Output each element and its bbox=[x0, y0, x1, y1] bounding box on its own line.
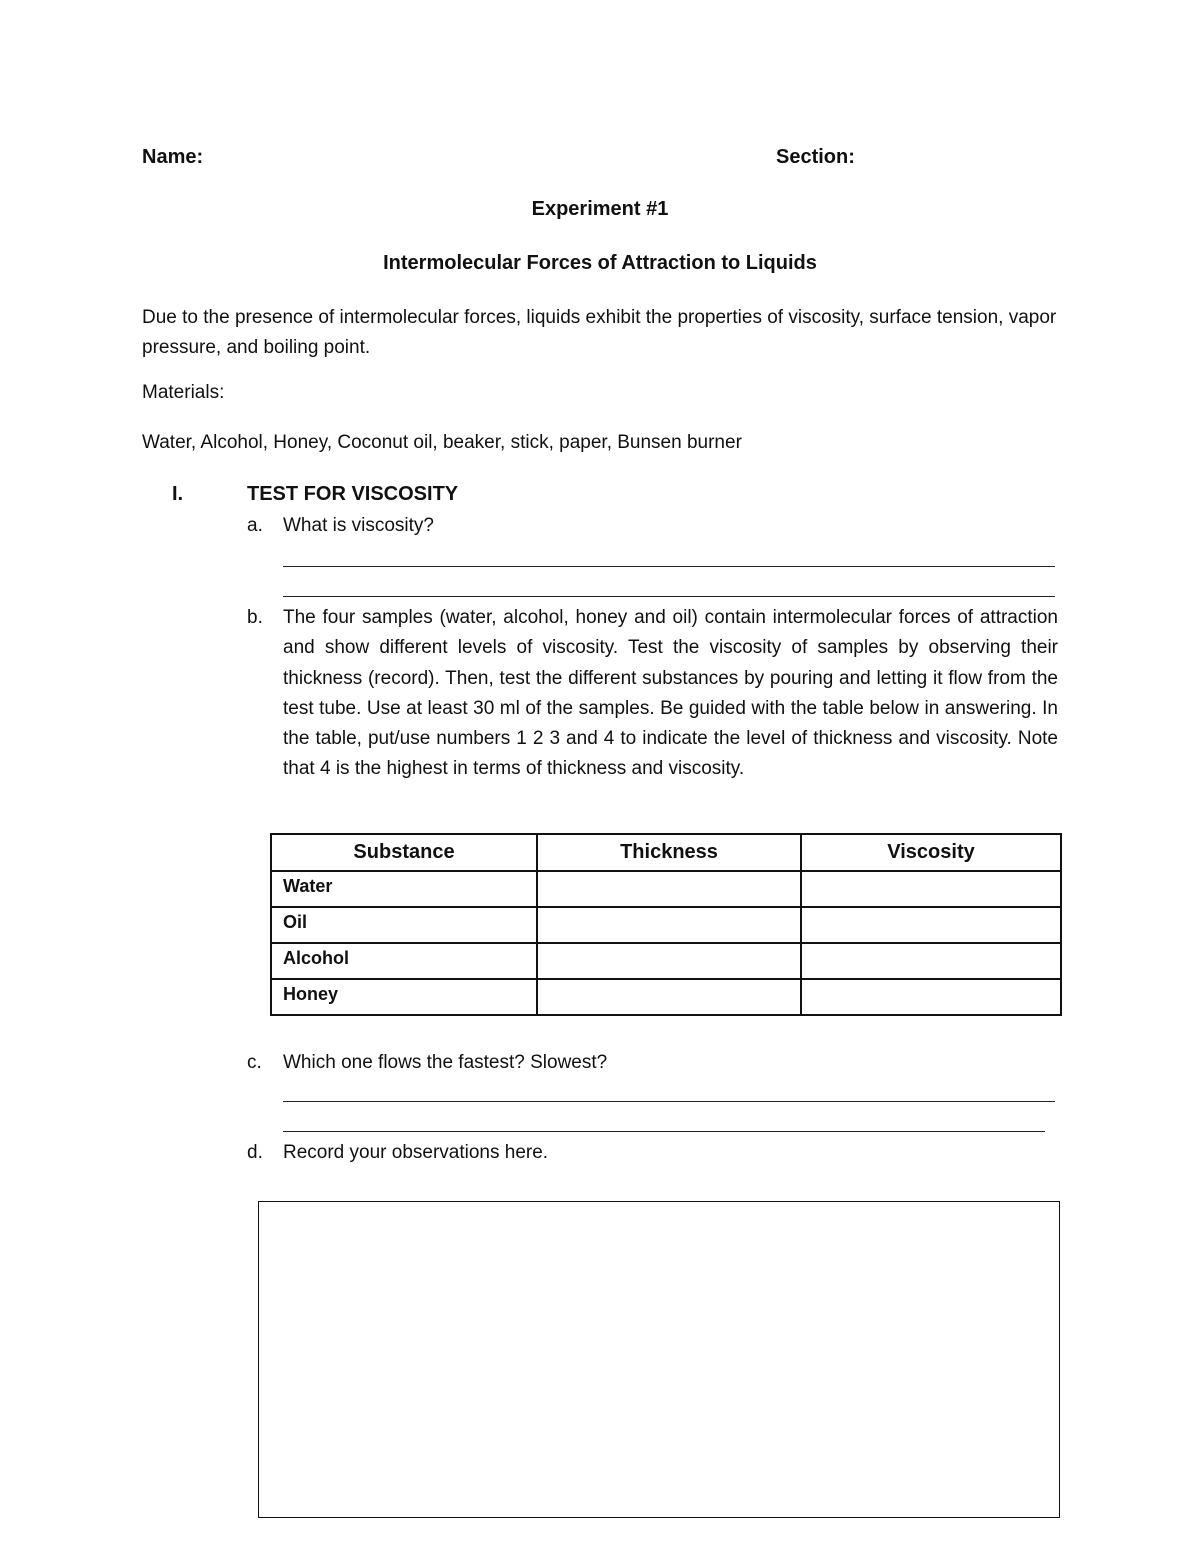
substance-cell: Oil bbox=[271, 907, 537, 943]
item-d-prompt: Record your observations here. bbox=[283, 1142, 549, 1163]
substance-cell: Honey bbox=[271, 979, 537, 1015]
item-a-question: What is viscosity? bbox=[283, 515, 434, 536]
viscosity-table bbox=[270, 833, 1062, 1016]
header-substance: Substance bbox=[271, 834, 537, 871]
header-viscosity: Viscosity bbox=[801, 834, 1061, 871]
section-label: Section: bbox=[776, 146, 855, 168]
experiment-subtitle: Intermolecular Forces of Attraction to Liquids bbox=[383, 252, 817, 274]
section-title: TEST FOR VISCOSITY bbox=[247, 483, 459, 505]
item-c-letter: c. bbox=[247, 1052, 262, 1073]
header-thickness: Thickness bbox=[537, 834, 801, 871]
thickness-cell[interactable] bbox=[537, 979, 801, 1015]
answer-line-a2[interactable] bbox=[283, 596, 1055, 597]
observations-box[interactable] bbox=[258, 1201, 1060, 1518]
viscosity-cell[interactable] bbox=[801, 943, 1061, 979]
section-number: I. bbox=[172, 483, 184, 505]
item-b-instructions: The four samples (water, alcohol, honey and oil) contain intermolecular forces of attraction and show different levels of viscosity. Test the viscosity of samples by observing their thickness (record). Then, test the different substances by pouring and letting it flow from the test tube. Use at least 30 ml of the samples. Be guided with the table below in answering. In the table, put/use numbers 1 2 3 and 4 to indicate the level of thickness and viscosity. Note that 4 is the highest in terms of thickness and viscosity. bbox=[283, 607, 1058, 780]
table-row bbox=[271, 907, 1061, 943]
answer-line-c1[interactable] bbox=[283, 1101, 1055, 1102]
thickness-cell[interactable] bbox=[537, 907, 801, 943]
answer-line-a1[interactable] bbox=[283, 566, 1055, 567]
thickness-cell[interactable] bbox=[537, 871, 801, 907]
viscosity-cell[interactable] bbox=[801, 907, 1061, 943]
name-label: Name: bbox=[142, 146, 204, 168]
table-row bbox=[271, 979, 1061, 1015]
thickness-cell[interactable] bbox=[537, 943, 801, 979]
viscosity-cell[interactable] bbox=[801, 871, 1061, 907]
materials-list: Water, Alcohol, Honey, Coconut oil, beaker, stick, paper, Bunsen burner bbox=[142, 432, 742, 453]
table-row bbox=[271, 871, 1061, 907]
experiment-title: Experiment #1 bbox=[531, 198, 669, 220]
answer-line-c2[interactable] bbox=[283, 1131, 1045, 1132]
item-d-letter: d. bbox=[247, 1142, 263, 1163]
item-a-letter: a. bbox=[247, 515, 263, 536]
item-c-question: Which one flows the fastest? Slowest? bbox=[283, 1052, 608, 1073]
substance-cell: Alcohol bbox=[271, 943, 537, 979]
table-header-row bbox=[271, 834, 1061, 871]
materials-label: Materials: bbox=[142, 382, 225, 403]
table-row bbox=[271, 943, 1061, 979]
viscosity-cell[interactable] bbox=[801, 979, 1061, 1015]
item-b-letter: b. bbox=[247, 607, 263, 628]
intro-paragraph: Due to the presence of intermolecular forces, liquids exhibit the properties of viscosity, surface tension, vapor pressure, and boiling point. bbox=[142, 307, 1057, 358]
substance-cell: Water bbox=[271, 871, 537, 907]
